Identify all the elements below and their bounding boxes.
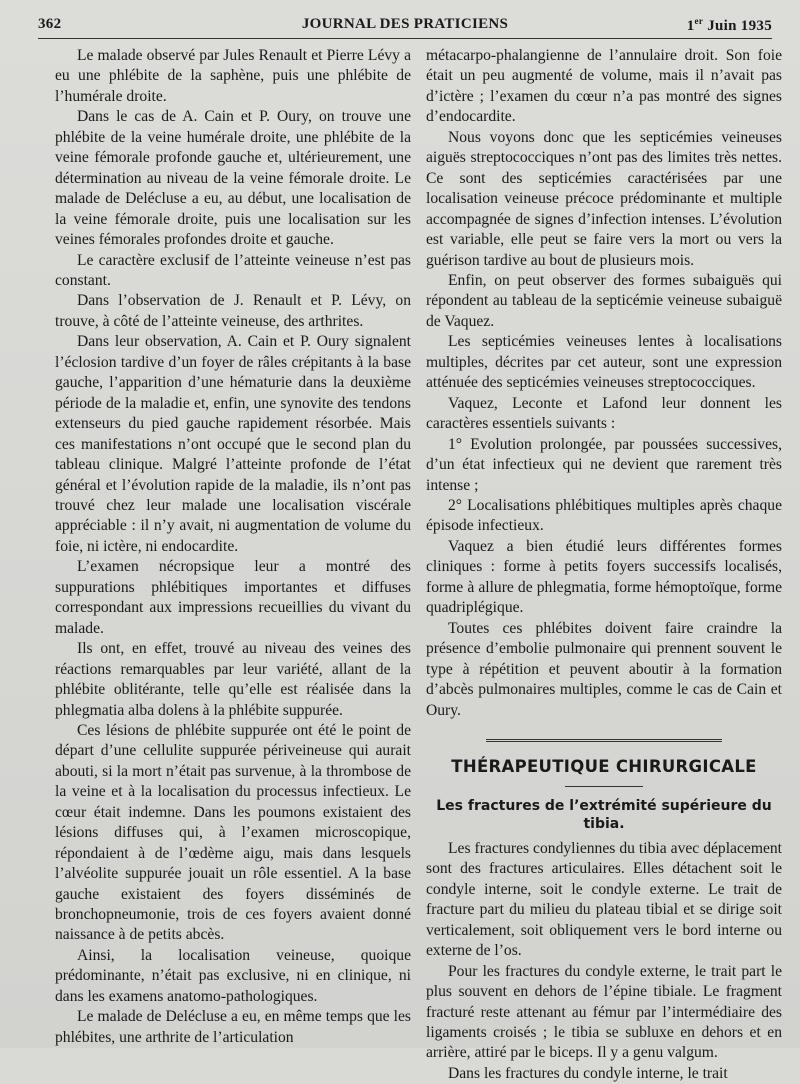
paragraph: L’examen nécropsique leur a montré des suppurations phlébitiques importantes et diffuses correspondant aux impressions recueillies du vivant du malade. [55, 558, 411, 637]
paragraph: Pour les fractures du condyle externe, le trait part le plus souvent en dehors de l’épine tibiale. Le fragment fracturé reste attenant au fémur par l’intermédiaire des ligaments croisés ; le tibia se subluxe en dehors et en arrière, attiré par le biceps. Il y a genu valgum. [426, 962, 782, 1062]
paragraph: métacarpo-phalangienne de l’annulaire droit. Son foie était un peu augmenté de volume, mais il n’avait pas d’ictère ; l’examen du cœur n’a pas montré des signes d’endocardite. [426, 47, 782, 126]
date-month-year: Juin 1935 [703, 18, 772, 34]
page-header [38, 14, 772, 38]
issue-date [687, 16, 772, 35]
paragraph: Dans les fractures du condyle interne, le trait [448, 1064, 728, 1082]
paragraph: Vaquez, Leconte et Lafond leur donnent les caractères essentiels suivants : [426, 394, 782, 433]
paragraph: Ces lésions de phlébite suppurée ont été le point de départ d’une cellulite suppurée périveineuse qui aurait abouti, si la mort n’était pas survenue, à la thrombose de la veine et à la localisation du processus infectieux. Le cœur était indemne. Dans les poumons existaient des lésions diffuses qui, à l’examen microscopique, répondaient à de l’œdème aigu, mais dans lesquels l’alvéolite suppurée jouait un rôle essentiel. A la base gauche existaient des foyers disséminés de bronchopneumonie, trois de ces foyers avaient donné naissance à de petits abcès. [55, 721, 411, 944]
paragraph: Ainsi, la localisation veineuse, quoique prédominante, n’était pas exclusive, ni en clinique, ni dans les examens anatomo-pathologiques. [55, 946, 411, 1005]
section-divider [486, 739, 722, 744]
paragraph: Toutes ces phlébites doivent faire craindre la présence d’embolie pulmonaire qui prennent souvent le type à répétition et peuvent aboutir à la formation d’abcès pulmonaires multiples, comme le cas de Cain et Oury. [426, 619, 782, 719]
paragraph: 2° Localisations phlébitiques multiples après chaque épisode infectieux. [426, 496, 782, 535]
paragraph: Le malade observé par Jules Renault et Pierre Lévy a eu une phlébite de la saphène, puis une phlébite de l’humérale droite. [55, 47, 411, 105]
page-number: 362 [38, 16, 62, 32]
paragraph: Le malade de Delécluse a eu, en même temps que les phlébites, une arthrite de l’articulation [55, 1008, 411, 1046]
paragraph: Les fractures condyliennes du tibia avec déplacement sont des fractures articulaires. Elles détachent soit le condyle interne, soit le condyle externe. Le trait de fracture part du milieu du plateau tibial et se dirige soit verticalement, soit obliquement vers le bord interne ou externe de l’os. [426, 839, 782, 960]
paragraph: Enfin, on peut observer des formes subaiguës qui répondent au tableau de la septicémie veineuse subaiguë de Vaquez. [426, 271, 782, 330]
paragraph: Vaquez a bien étudié leurs différentes formes cliniques : forme à petits foyers successifs localisés, forme à allure de phlegmatia, forme hémoptoïque, forme quadriplégique. [426, 537, 782, 617]
paragraph: Dans leur observation, A. Cain et P. Oury signalent l’éclosion tardive d’un foyer de râles crépitants à la base gauche, l’apparition d’une hématurie dans la deuxième période de la maladie et, enfin, une synovite des tendons extenseurs du pied gauche rapidement résorbée. Mais ces manifestations n’ont occupé que le second plan du tableau clinique. Malgré l’atteinte profonde de l’état général et l’évolution rapide de la maladie, ils n’ont pas trouvé chez leur malade une localisation viscérale appréciable : il n’y avait, ni augmentation de volume du foie, ni ictère, ni endocardite. [55, 333, 411, 555]
paragraph: Nous voyons donc que les septicémies veineuses aiguës streptococciques n’ont pas des limites très nettes. Ce sont des septicémies caractérisées par une localisation veineuse précoce prédominante et multiple accompagnée de signes d’infection intenses. L’évolution est variable, elle peut se faire vers la mort ou vers la guérison tardive au bout de plusieurs mois. [426, 128, 782, 269]
right-column [426, 46, 782, 1084]
paragraph: Le caractère exclusif de l’atteinte veineuse n’est pas constant. [55, 251, 411, 289]
left-column [55, 46, 411, 1048]
paragraph: 1° Evolution prolongée, par poussées successives, d’un état infectieux qui ne devient que rarement très intense ; [426, 435, 782, 494]
date-day: 1 [686, 18, 695, 34]
header-rule [38, 38, 772, 39]
paragraph: Ils ont, en effet, trouvé au niveau des veines des réactions remarquables par leur variété, allant de la phlébite oblitérante, telle qu’elle est réalisée dans la phlegmatia alba dolens à la phlébite suppurée. [55, 640, 411, 719]
paragraph: Dans l’observation de J. Renault et P. Lévy, on trouve, à côté de l’atteinte veineuse, des arthrites. [55, 292, 411, 330]
journal-title: JOURNAL DES PRATICIENS [301, 16, 509, 32]
title-rule [565, 786, 643, 787]
paragraph: Dans le cas de A. Cain et P. Oury, on trouve une phlébite de la veine humérale droite, une phlébite de la veine fémorale profonde gauche et, ultérieurement, une détermination au niveau de la veine fémorale droite. Le malade de Delécluse a eu, au début, une localisation de la veine fémorale droite, puis une localisation sur les veines fémorales profondes droite et gauche. [55, 108, 411, 249]
date-ordinal: er [694, 16, 704, 26]
paragraph: Les septicémies veineuses lentes à localisations multiples, décrites par cet auteur, sont une expression atténuée des septicémies veineuses streptococciques. [426, 333, 782, 392]
article-title: Les fractures de l’extrémité supérieure du tibia. [436, 797, 772, 832]
section-title: THÉRAPEUTIQUE CHIRURGICALE [451, 756, 757, 776]
